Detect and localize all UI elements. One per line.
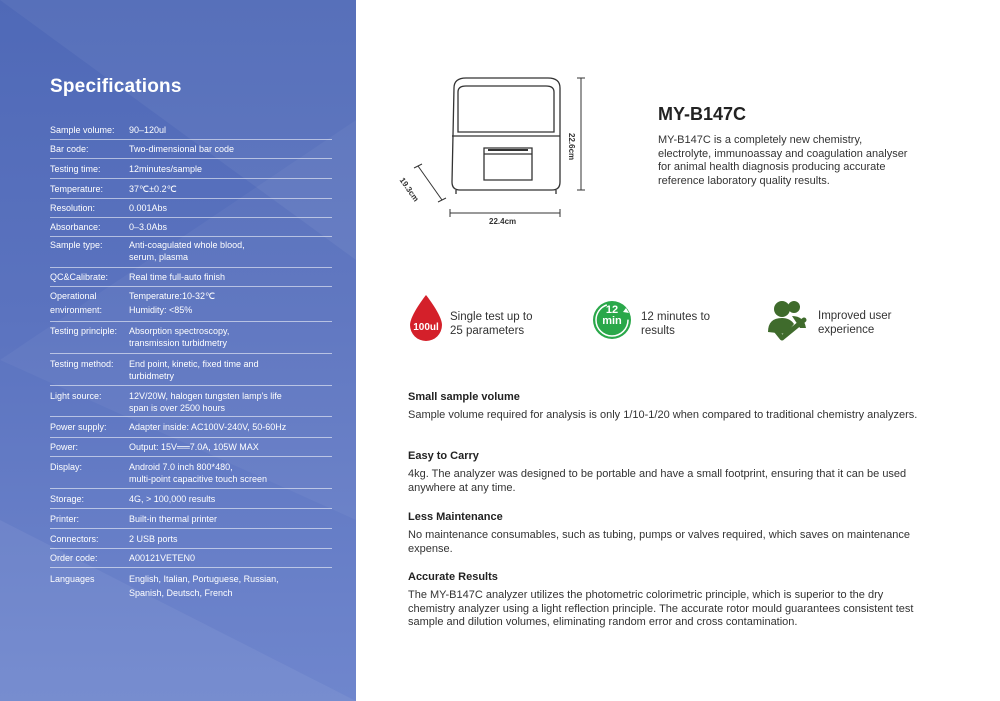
spec-value-line: Humidity: <85% [129,305,193,315]
spec-row-qc-calibrate [50,268,332,287]
spec-value: Two-dimensional bar code [129,144,235,154]
spec-value-line: transmission turbidmetry [129,338,228,348]
spec-key: Temperature: [50,183,104,194]
spec-row-printer [50,509,332,529]
feature-line: Single test up to [450,311,533,323]
spec-key: QC&Calibrate: [50,272,109,282]
spec-value: 0.001Abs [129,203,168,213]
spec-value: 37℃±0.2℃ [129,183,177,194]
feature-line: experience [818,323,875,336]
spec-value: 90–120ul [129,124,167,135]
feature-time [641,311,710,338]
feature-line: Improved user [818,310,892,322]
spec-row-power [50,438,332,457]
spec-row-sample-type [50,237,332,268]
users-check-icon [764,298,810,344]
spec-key: Resolution: [50,203,96,213]
model-title: MY-B147C [658,104,747,124]
spec-row-resolution [50,199,332,218]
spec-key: Languages [50,574,95,584]
width-dimension-label: 22.4cm [489,217,517,226]
spec-row-sample-volume [50,120,332,140]
spec-row-testing-method [50,354,332,386]
specifications-panel [0,0,356,701]
section-title-accurate-results: Accurate Results [408,571,498,583]
spec-value-line: Spanish, Deutsch, French [129,588,233,598]
feature-user-experience [818,310,892,337]
spec-key: Testing method: [50,359,114,369]
spec-key: Bar code: [50,144,89,154]
spec-row-storage [50,489,332,509]
spec-key: Operational environment: [50,291,103,315]
spec-key: Display: [50,462,83,472]
spec-value-line: span is over 2500 hours [129,403,226,413]
spec-key: Light source: [50,391,102,401]
spec-value-line: turbidmetry [129,371,175,381]
spec-key: Absorbance: [50,222,101,232]
spec-key: Storage: [50,493,85,504]
specifications-title: Specifications [50,76,182,97]
spec-value-line: English, Italian, Portuguese, Russian, [129,574,279,584]
spec-value: 0–3.0Abs [129,222,168,232]
spec-key: Power: [50,442,79,452]
spec-key: Printer: [50,513,80,524]
spec-value: 12minutes/sample [129,163,203,174]
spec-row-bar-code [50,140,332,159]
drop-icon-text: 100ul [413,322,439,333]
spec-value-line: End point, kinetic, fixed time and [129,359,259,369]
spec-value: Output: 15V══7.0A, 105W MAX [129,442,259,452]
feature-line: 25 parameters [450,324,525,337]
spec-value-line: multi-point capacitive touch screen [129,474,268,484]
spec-value: Built-in thermal printer [129,513,218,524]
spec-table [50,120,332,602]
section-text-easy-to-carry: 4kg. The analyzer was designed to be portable and have a small footprint, ensuring that it can be used anywhere at any time. [408,468,907,494]
spec-value-line: 12V/20W, halogen tungsten lamp's life [129,391,282,401]
feature-sample-volume [450,311,532,338]
section-title-small-sample-volume: Small sample volume [408,391,520,403]
spec-value: 4G, > 100,000 results [129,493,216,504]
spec-value: Real time full-auto finish [129,272,226,282]
spec-value-line: Android 7.0 inch 800*480, [129,462,233,472]
spec-key: Testing time: [50,163,101,174]
clock-unit: min [602,315,622,327]
spec-value-line: Absorption spectroscopy, [129,326,230,336]
section-text-small-sample-volume: Sample volume required for analysis is only 1/10-1/20 when compared to traditional chemistry analyzers. [408,409,918,421]
spec-row-testing-principle [50,322,332,354]
spec-row-light-source [50,386,332,417]
spec-key: Sample volume: [50,124,115,135]
feature-line: 12 minutes to [641,311,711,323]
section-title-easy-to-carry: Easy to Carry [408,450,479,462]
section-text-accurate-results: The MY-B147C analyzer utilizes the photometric colorimetric principle, which is superior to the dry chemistry analyzer using a light reflection principle. The accurate rotor mould guarantees consistent test sample and dilution volumes, eliminating random error and cross contamination. [408,589,914,628]
product-description: MY-B147C is a completely new chemistry, electrolyte, immunoassay and coagulation analyser for animal health diagnosis producing accurate reference laboratory quality results. [658,134,908,187]
spec-row-connectors [50,529,332,549]
spec-row-power-supply [50,417,332,438]
section-text-less-maintenance: No maintenance consumables, such as tubing, pumps or valves required, which saves on maintenance expense. [408,529,910,555]
spec-key: Testing principle: [50,326,118,336]
spec-row-display [50,457,332,489]
feature-line: results [641,324,675,337]
spec-key: Connectors: [50,533,99,544]
spec-row-temperature [50,179,332,199]
spec-key: Order code: [50,553,98,563]
spec-value-line: Temperature:10-32℃ [129,291,216,301]
spec-value-line: Anti-coagulated whole blood, [129,240,245,250]
section-title-less-maintenance: Less Maintenance [408,511,503,523]
spec-value: Adapter inside: AC100V-240V, 50-60Hz [129,422,287,432]
depth-dimension-label: 19.3cm [397,176,421,204]
spec-key: Sample type: [50,240,103,250]
clock-number: 12 [605,304,619,316]
blood-drop-icon [406,293,446,343]
spec-key: Power supply: [50,422,107,432]
height-dimension-label: 22.6cm [567,133,576,161]
spec-row-testing-time [50,159,332,179]
spec-value: 2 USB ports [129,533,178,544]
spec-value-line: serum, plasma [129,252,189,262]
clock-icon-text [590,305,634,327]
spec-row-operational-environment [50,287,332,322]
spec-value: A00121VETEN0 [129,553,196,563]
spec-row-languages [50,568,332,602]
spec-row-order-code [50,549,332,568]
spec-row-absorbance [50,218,332,237]
